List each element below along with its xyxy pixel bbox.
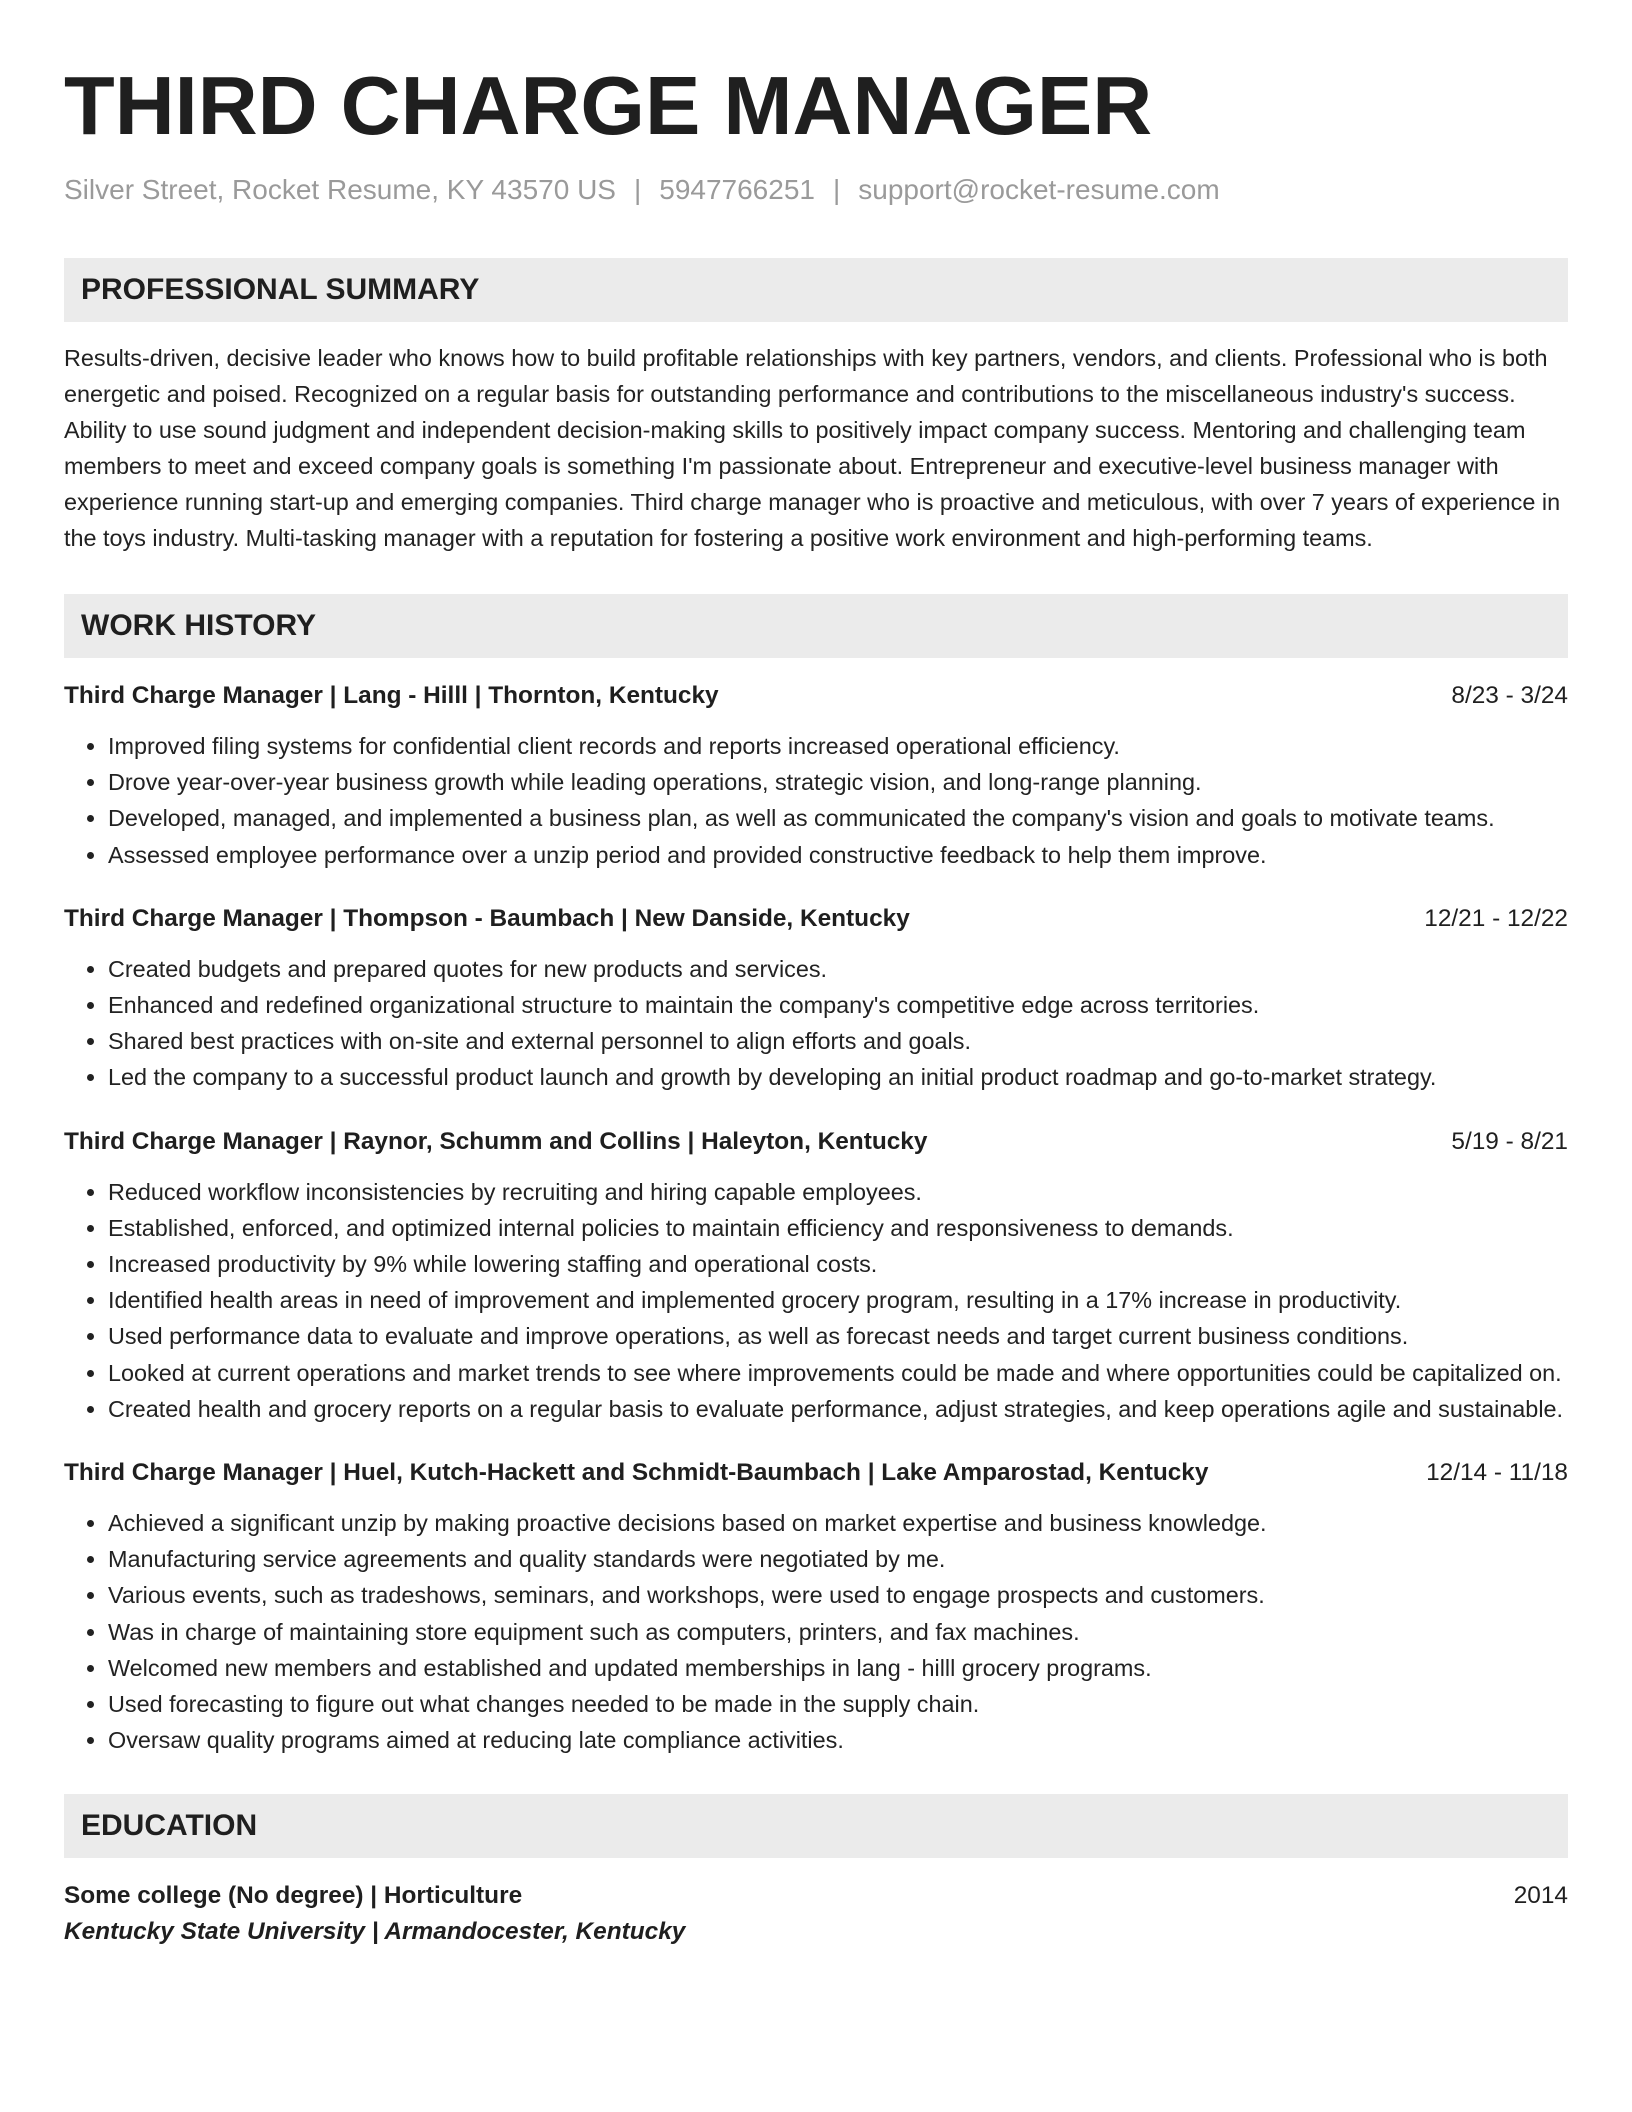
address: Silver Street, Rocket Resume, KY 43570 US [64, 174, 616, 205]
candidate-name: THIRD CHARGE MANAGER [64, 59, 1153, 152]
job-bullet: • Assessed employee performance over a unzip period and provided constructive feedback to help them improve. [108, 837, 1568, 873]
job-bullet: • Welcomed new members and established and updated memberships in lang - hilll grocery programs. [108, 1650, 1568, 1686]
job-dates: 5/19 - 8/21 [1451, 1127, 1568, 1155]
job-title: Third Charge Manager | Thompson - Baumbach | New Danside, Kentucky [64, 904, 910, 932]
job-bullet: • Achieved a significant unzip by making proactive decisions based on market expertise and business knowledge. [108, 1505, 1568, 1541]
contact-separator: | [832, 174, 841, 205]
job-heading [64, 1124, 1568, 1160]
section-header-summary: PROFESSIONAL SUMMARY [64, 258, 1568, 322]
job-bullet: • Created health and grocery reports on a regular basis to evaluate performance, adjust strategies, and keep operations agile and sustainable. [108, 1391, 1568, 1427]
job-bullet: • Looked at current operations and market trends to see where improvements could be made and where opportunities could be capitalized on. [108, 1355, 1568, 1391]
job-bullet: • Improved filing systems for confidential client records and reports increased operational efficiency. [108, 728, 1568, 764]
job-dates: 12/21 - 12/22 [1424, 904, 1568, 932]
job-bullet-list [64, 1505, 1568, 1758]
education-school: Kentucky State University | Armandocester, Kentucky [64, 1918, 686, 1946]
job-heading [64, 678, 1568, 714]
job-bullet: • Oversaw quality programs aimed at reducing late compliance activities. [108, 1722, 1568, 1758]
job-bullet: • Led the company to a successful product launch and growth by developing an initial product roadmap and go-to-market strategy. [108, 1059, 1568, 1095]
job-heading [64, 1455, 1568, 1491]
job-bullet: • Drove year-over-year business growth while leading operations, strategic vision, and long-range planning. [108, 764, 1568, 800]
job-dates: 12/14 - 11/18 [1426, 1459, 1568, 1487]
education-degree: Some college (No degree) | Horticulture [64, 1882, 523, 1910]
education-year: 2014 [1513, 1882, 1568, 1910]
job-heading [64, 901, 1568, 937]
section-header-work-history: WORK HISTORY [64, 594, 1568, 658]
job-bullet: • Manufacturing service agreements and quality standards were negotiated by me. [108, 1541, 1568, 1577]
job-bullet: • Created budgets and prepared quotes for new products and services. [108, 951, 1568, 987]
job-bullet: • Identified health areas in need of improvement and implemented grocery program, resulting in a 17% increase in productivity. [108, 1282, 1568, 1318]
job-bullet-list [64, 951, 1568, 1096]
section-header-education: EDUCATION [64, 1794, 1568, 1858]
job-bullet: • Shared best practices with on-site and external personnel to align efforts and goals. [108, 1023, 1568, 1059]
phone-number: 5947766251 [659, 174, 815, 205]
job-title: Third Charge Manager | Lang - Hilll | Thornton, Kentucky [64, 682, 719, 709]
job-bullet: • Developed, managed, and implemented a business plan, as well as communicated the company's vision and goals to motivate teams. [108, 800, 1568, 836]
job-bullet-list [64, 728, 1568, 873]
job-entry [64, 901, 1568, 1096]
job-entry [64, 1455, 1568, 1758]
job-bullet-list [64, 1174, 1568, 1427]
job-bullet: • Was in charge of maintaining store equipment such as computers, printers, and fax machines. [108, 1614, 1568, 1650]
job-bullet: • Used performance data to evaluate and improve operations, as well as forecast needs and target current business conditions. [108, 1318, 1568, 1354]
job-title: Third Charge Manager | Huel, Kutch-Hackett and Schmidt-Baumbach | Lake Amparostad, Kentucky [64, 1459, 1209, 1487]
email-address: support@rocket-resume.com [858, 174, 1220, 205]
job-entry [64, 1124, 1568, 1427]
education-heading [64, 1878, 1568, 1914]
job-bullet: • Used forecasting to figure out what changes needed to be made in the supply chain. [108, 1686, 1568, 1722]
job-title: Third Charge Manager | Raynor, Schumm and Collins | Haleyton, Kentucky [64, 1127, 928, 1155]
contact-line [64, 172, 1568, 208]
job-bullet: • Increased productivity by 9% while lowering staffing and operational costs. [108, 1246, 1568, 1282]
job-bullet: • Enhanced and redefined organizational structure to maintain the company's competitive edge across territories. [108, 987, 1568, 1023]
education-entry [64, 1878, 1568, 1950]
summary-text: Results-driven, decisive leader who knows how to build profitable relationships with key partners, vendors, and clients. Professional who is both energetic and poised. Recognized on a regular basis for outstanding performance and contributions to the miscellaneous industry's success. Ability to use sound judgment and independent decision-making skills to positively impact company success. Mentoring and challenging team members to meet and exceed company goals is something I'm passionate about. Entrepreneur and executive-level business manager with experience running start-up and emerging companies. Third charge manager who is proactive and meticulous, with over 7 years of experience in the toys industry. Multi-tasking manager with a reputation for fostering a positive work environment and high-performing teams. [64, 345, 1561, 551]
job-dates: 8/23 - 3/24 [1451, 682, 1568, 709]
job-bullet: • Various events, such as tradeshows, seminars, and workshops, were used to engage prospects and customers. [108, 1577, 1568, 1613]
job-bullet: • Established, enforced, and optimized internal policies to maintain efficiency and responsiveness to demands. [108, 1210, 1568, 1246]
job-bullet: • Reduced workflow inconsistencies by recruiting and hiring capable employees. [108, 1174, 1568, 1210]
contact-separator: | [633, 174, 642, 205]
job-entry [64, 678, 1568, 873]
